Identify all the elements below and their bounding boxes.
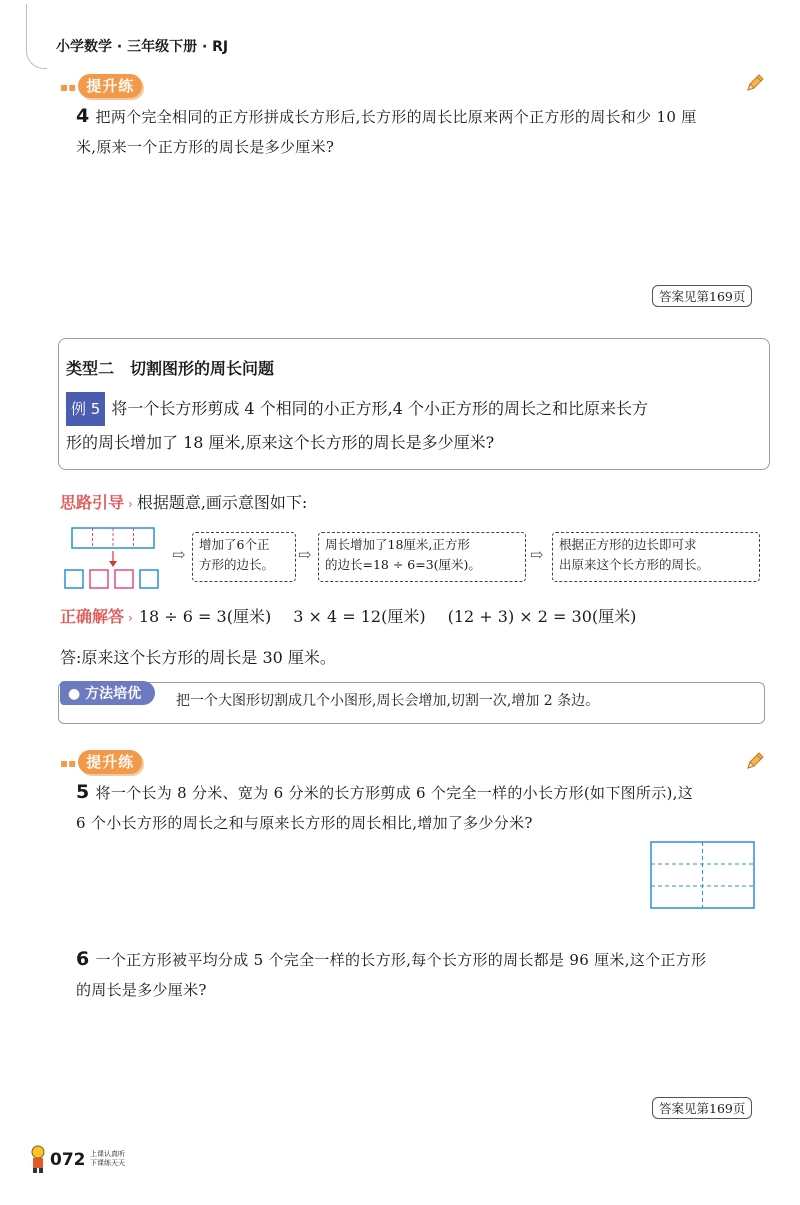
footer-slogan-line2: 下课练天天	[90, 1159, 125, 1167]
question-4	[76, 101, 776, 162]
question-text-line2: 米,原来一个正方形的周长是多少厘米?	[76, 138, 335, 156]
practice-badge-1	[60, 74, 142, 98]
solution-line	[60, 604, 636, 627]
guide-step-1	[192, 532, 296, 582]
example-text-line2: 形的周长增加了 18 厘米,原来这个长方形的周长是多少厘米?	[66, 433, 495, 452]
page-number: 072	[50, 1150, 86, 1170]
guide-step-3-line2: 出原来这个长方形的周长。	[559, 557, 710, 572]
example-tag: 例 5	[66, 392, 105, 426]
guide-step-2	[318, 532, 526, 582]
solution-arrow-icon: ›	[128, 611, 133, 625]
type-title: 类型二 切割图形的周长问题	[66, 359, 275, 378]
arrow-right-icon: ⇨	[530, 545, 544, 564]
question-text-line1: 一个正方形被平均分成 5 个完全一样的长方形,每个长方形的周长都是 96 厘米,这个正方形	[95, 951, 707, 969]
guide-step-3	[552, 532, 760, 582]
badge-decoration-icon: ▪▪	[60, 80, 77, 94]
question-text-line2: 的周长是多少厘米?	[76, 981, 207, 999]
guide-step-2-line2: 的边长=18 ÷ 6=3(厘米)。	[325, 557, 481, 572]
practice-badge-2	[60, 750, 142, 774]
practice-badge-label: 提升练	[78, 74, 142, 98]
solution-equation-3: (12 + 3) × 2 = 30(厘米)	[447, 607, 637, 626]
pencil-icon	[744, 750, 766, 772]
method-tag	[60, 681, 155, 705]
question-text-line2: 6 个小长方形的周长之和与原来长方形的周长相比,增加了多少分米?	[76, 814, 533, 832]
q5-rectangle-diagram	[650, 840, 756, 910]
question-number: 4	[76, 105, 90, 127]
guide-step-1-line1: 增加了6个正	[199, 537, 270, 552]
header-title: 小学数学 · 三年级下册 · RJ	[56, 39, 229, 55]
question-number: 5	[76, 781, 90, 803]
cut-rectangle-diagram	[62, 524, 172, 594]
solution-equation-2: 3 × 4 = 12(厘米)	[293, 607, 426, 626]
footer-slogan	[90, 1150, 125, 1168]
solution-equation-1: 18 ÷ 6 = 3(厘米)	[138, 607, 272, 626]
question-text-line1: 把两个完全相同的正方形拼成长方形后,长方形的周长比原来两个正方形的周长和少 10 厘	[95, 108, 697, 126]
guide-text: 根据题意,画示意图如下:	[136, 493, 308, 512]
method-dot-icon: ●	[68, 686, 86, 702]
method-tag-label: 方法培优	[85, 686, 142, 702]
arrow-right-icon: ⇨	[172, 545, 186, 564]
question-text-line1: 将一个长为 8 分米、宽为 6 分米的长方形剪成 6 个完全一样的小长方形(如下图所示),这	[95, 784, 694, 802]
mascot-icon	[28, 1144, 48, 1174]
answer-reference-2: 答案见第169页	[652, 1097, 752, 1119]
method-text: 把一个大图形切割成几个小图形,周长会增加,切割一次,增加 2 条边。	[176, 693, 600, 709]
guide-label: 思路引导	[60, 493, 125, 512]
guide-step-1-line2: 方形的边长。	[199, 557, 275, 572]
question-5	[76, 777, 776, 838]
arrow-right-icon: ⇨	[298, 545, 312, 564]
example-5	[66, 392, 766, 460]
pencil-icon	[744, 72, 766, 94]
guide-line	[60, 490, 307, 513]
guide-step-2-line1: 周长增加了18厘米,正方形	[325, 537, 470, 552]
question-number: 6	[76, 948, 90, 970]
badge-decoration-icon: ▪▪	[60, 756, 77, 770]
footer-slogan-line1: 上课认真听	[90, 1150, 125, 1158]
final-answer: 答:原来这个长方形的周长是 30 厘米。	[60, 648, 336, 667]
guide-arrow-icon: ›	[128, 497, 133, 511]
solution-label: 正确解答	[60, 607, 125, 626]
example-text-line1: 将一个长方形剪成 4 个相同的小正方形,4 个小正方形的周长之和比原来长方	[111, 399, 649, 418]
question-6	[76, 944, 776, 1005]
guide-step-3-line1: 根据正方形的边长即可求	[559, 537, 697, 552]
practice-badge-label: 提升练	[78, 750, 142, 774]
answer-reference-1: 答案见第169页	[652, 285, 752, 307]
header-decoration	[26, 4, 47, 69]
